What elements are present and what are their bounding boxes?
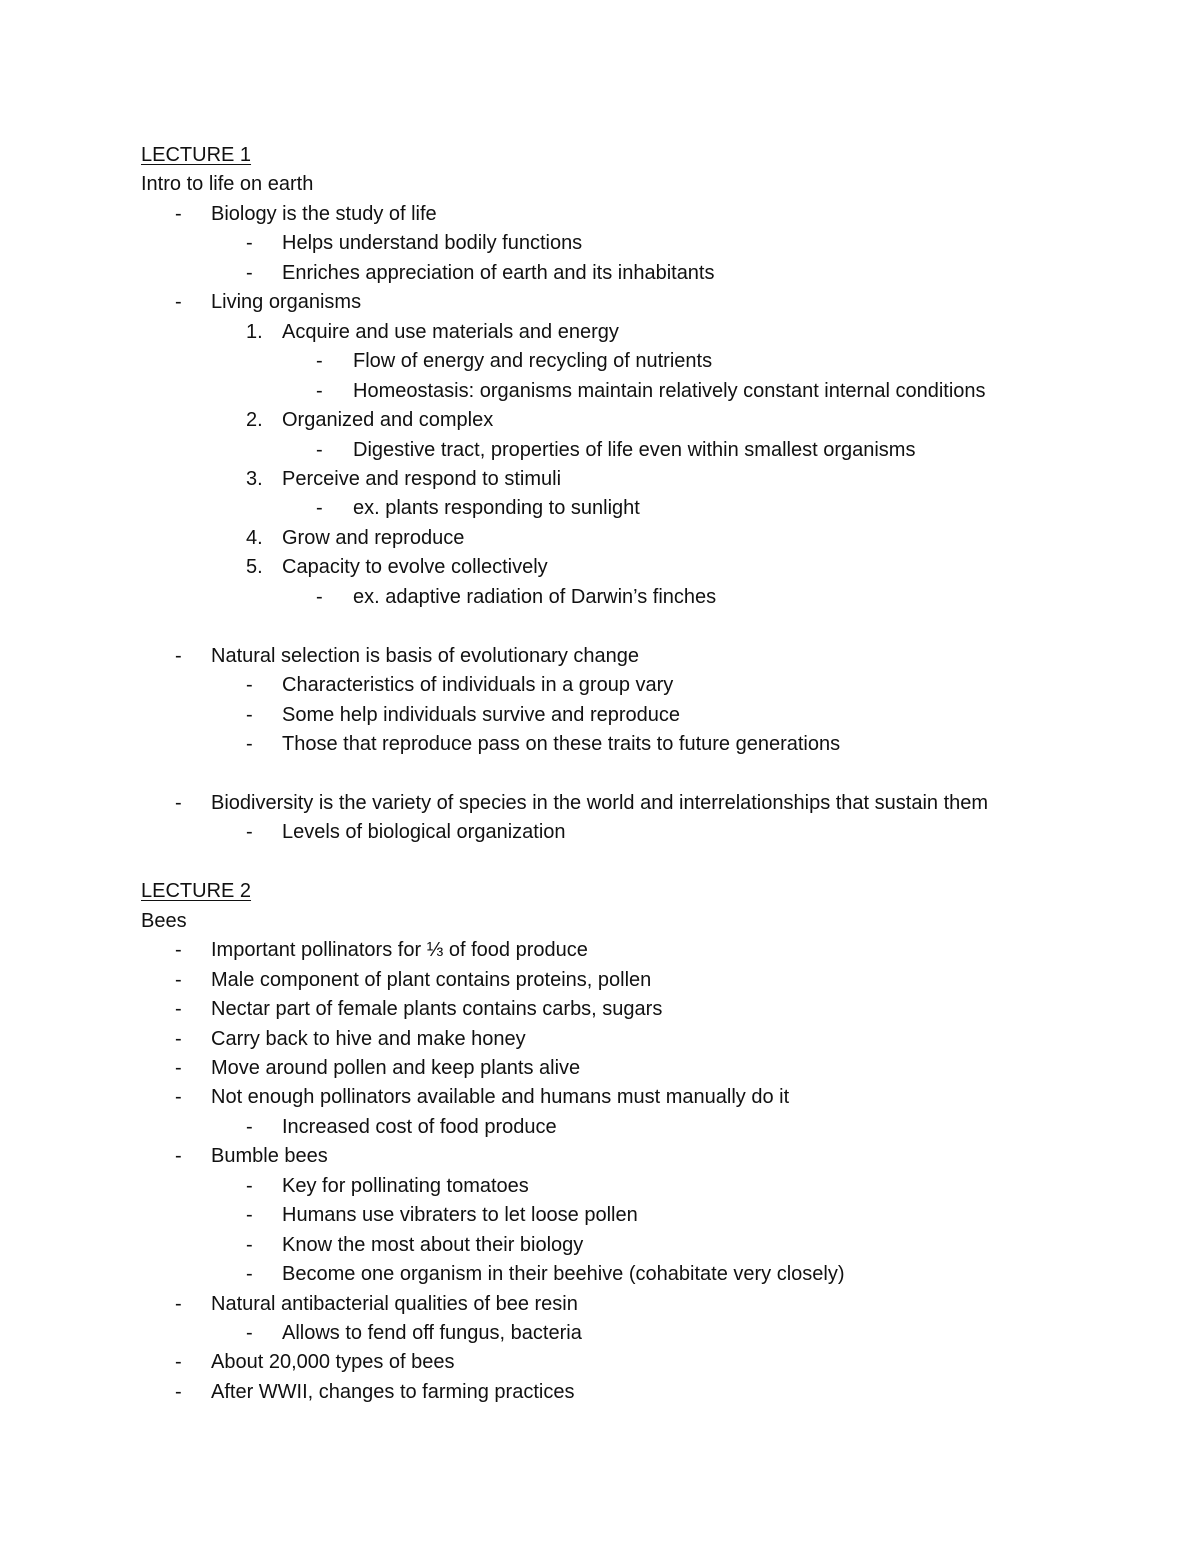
list-bullet: - [246,1116,253,1138]
list-bullet: - [246,1263,253,1285]
list-item-text: Male component of plant contains proteins, pollen [211,969,652,991]
list-item-text: Acquire and use materials and energy [282,321,619,343]
list-item-text: Perceive and respond to stimuli [282,468,562,490]
list-item-text: Not enough pollinators available and humans must manually do it [211,1086,790,1108]
list-item-text: Natural antibacterial qualities of bee resin [211,1293,578,1315]
list-item-text: About 20,000 types of bees [211,1351,455,1373]
list-bullet: - [175,645,182,667]
list-bullet: - [175,1028,182,1050]
list-item-text: Capacity to evolve collectively [282,556,548,578]
list-bullet: - [175,291,182,313]
list-item-text: Nectar part of female plants contains carbs, sugars [211,998,663,1020]
list-item-text: Humans use vibraters to let loose pollen [282,1204,638,1226]
list-bullet: - [175,998,182,1020]
list-bullet: - [246,1175,253,1197]
list-bullet: - [175,1057,182,1079]
list-bullet: - [246,232,253,254]
list-bullet: - [175,203,182,225]
section-subtitle-text: Intro to life on earth [141,173,314,195]
list-bullet: - [246,1322,253,1344]
section-heading-text: LECTURE 2 [141,880,252,902]
list-bullet: - [175,1086,182,1108]
list-item-text: Important pollinators for ⅓ of food produce [211,939,588,961]
list-bullet: - [316,586,323,608]
list-bullet: - [246,674,253,696]
list-item-text: Living organisms [211,291,362,313]
list-item-text: ex. plants responding to sunlight [353,497,640,519]
list-item-text: Some help individuals survive and reproduce [282,704,681,726]
list-bullet: - [175,1293,182,1315]
list-item-text: Characteristics of individuals in a group vary [282,674,674,696]
section-heading-text: LECTURE 1 [141,144,252,166]
list-number: 5. [246,556,263,578]
list-item-text: Allows to fend off fungus, bacteria [282,1322,582,1344]
list-item-text: Organized and complex [282,409,494,431]
list-bullet: - [316,380,323,402]
list-item-text: Helps understand bodily functions [282,232,583,254]
list-bullet: - [246,1234,253,1256]
list-item-text: Enriches appreciation of earth and its inhabitants [282,262,715,284]
list-item-text: Biodiversity is the variety of species in the world and interrelationships that sustain them [211,792,989,814]
list-bullet: - [175,1145,182,1167]
list-bullet: - [246,262,253,284]
section-subtitle-text: Bees [141,910,187,932]
list-number: 1. [246,321,263,343]
list-item-text: Know the most about their biology [282,1234,584,1256]
list-item-text: Flow of energy and recycling of nutrients [353,350,713,372]
list-item-text: Bumble bees [211,1145,328,1167]
list-bullet: - [246,821,253,843]
list-number: 3. [246,468,263,490]
list-item-text: ex. adaptive radiation of Darwin’s finches [353,586,717,608]
list-item-text: Digestive tract, properties of life even within smallest organisms [353,439,916,461]
list-item-text: Grow and reproduce [282,527,465,549]
list-bullet: - [316,439,323,461]
list-bullet: - [246,733,253,755]
list-item-text: Increased cost of food produce [282,1116,557,1138]
list-bullet: - [246,704,253,726]
list-number: 4. [246,527,263,549]
list-item-text: Key for pollinating tomatoes [282,1175,529,1197]
list-bullet: - [175,969,182,991]
list-item-text: Levels of biological organization [282,821,566,843]
list-item-text: Become one organism in their beehive (cohabitate very closely) [282,1263,845,1285]
list-bullet: - [175,792,182,814]
list-bullet: - [175,1381,182,1403]
list-item-text: Biology is the study of life [211,203,437,225]
list-bullet: - [175,1351,182,1373]
list-number: 2. [246,409,263,431]
list-item-text: Move around pollen and keep plants alive [211,1057,581,1079]
list-bullet: - [175,939,182,961]
list-bullet: - [316,350,323,372]
list-item-text: Homeostasis: organisms maintain relatively constant internal conditions [353,380,986,402]
list-item-text: Natural selection is basis of evolutionary change [211,645,640,667]
list-item-text: Carry back to hive and make honey [211,1028,526,1050]
list-bullet: - [246,1204,253,1226]
list-item-text: Those that reproduce pass on these traits to future generations [282,733,841,755]
list-bullet: - [316,497,323,519]
list-item-text: After WWII, changes to farming practices [211,1381,575,1403]
